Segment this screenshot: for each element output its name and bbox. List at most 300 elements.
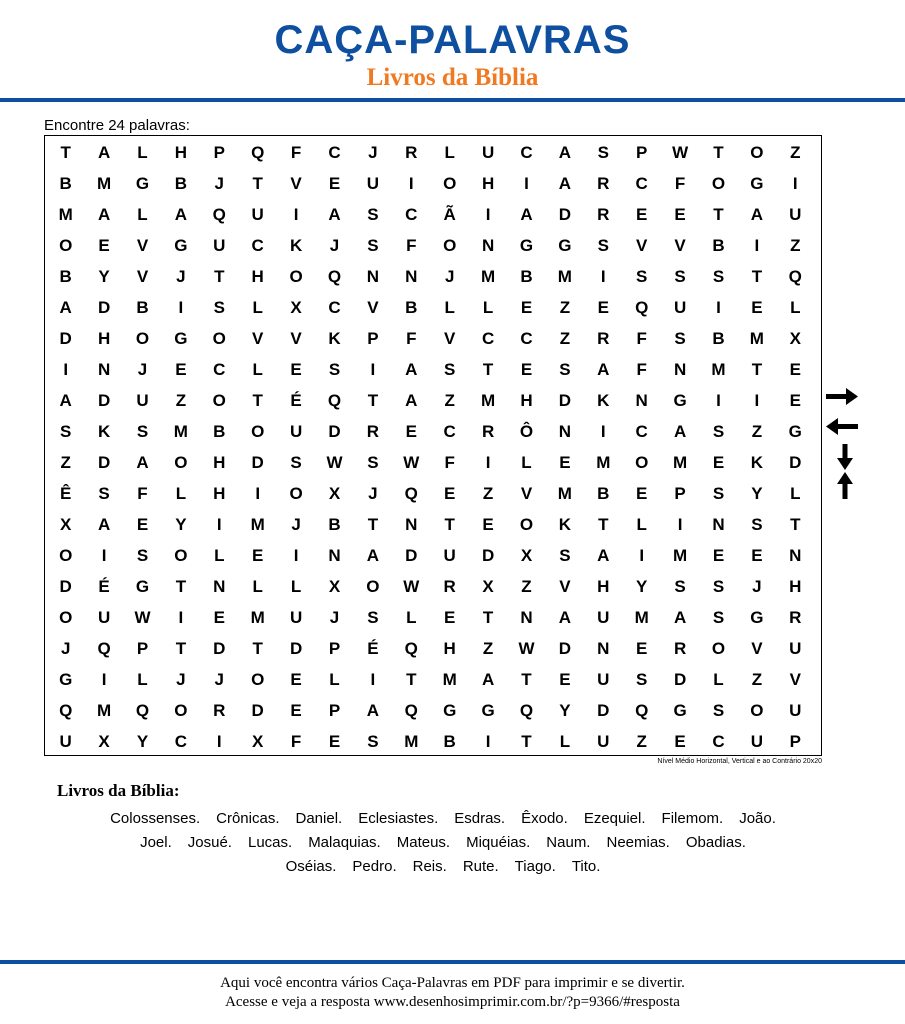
grid-letter: O <box>289 267 303 286</box>
grid-letter: Q <box>251 143 265 162</box>
grid-letter: U <box>136 391 149 410</box>
grid-letter: J <box>214 174 225 193</box>
grid-letter: Q <box>635 298 649 317</box>
grid-letter: I <box>101 670 107 689</box>
grid-letter: A <box>405 391 418 410</box>
grid-letter: T <box>482 360 494 379</box>
word-list-item: Eclesiastes. <box>358 810 439 827</box>
grid-letter: I <box>178 298 184 317</box>
grid-letter: Z <box>636 732 647 751</box>
grid-letter: A <box>136 453 149 472</box>
word-list-item: Êxodo. <box>521 810 568 827</box>
grid-letter: I <box>754 391 760 410</box>
grid-letter: M <box>673 546 688 565</box>
grid-letter: G <box>135 577 150 596</box>
grid-letter: U <box>673 298 687 317</box>
grid-letter: D <box>59 577 72 596</box>
grid-letter: S <box>367 236 379 255</box>
grid-letter: T <box>60 143 71 162</box>
grid-letter: M <box>481 391 496 410</box>
grid-letter: S <box>290 453 302 472</box>
grid-letter: S <box>712 701 725 720</box>
grid-letter: N <box>635 391 648 410</box>
grid-letter: E <box>789 391 801 410</box>
grid-letter: O <box>174 546 188 565</box>
grid-letter: S <box>597 236 609 255</box>
word-list-item: Reis. <box>412 858 447 875</box>
grid-letter: V <box>252 329 264 348</box>
grid-letter: Y <box>136 732 149 751</box>
grid-letter: E <box>520 298 533 317</box>
grid-letter: X <box>482 577 494 596</box>
grid-letter: J <box>291 515 301 534</box>
grid-letter: V <box>751 639 763 658</box>
grid-letter: I <box>101 546 107 565</box>
grid-letter: K <box>597 391 610 410</box>
grid-letter: L <box>444 298 455 317</box>
footer <box>0 974 905 1012</box>
grid-letter: E <box>636 484 648 503</box>
word-list-item: Rute. <box>462 858 499 875</box>
grid-letter: R <box>366 422 380 441</box>
grid-letter: S <box>674 329 686 348</box>
grid-letter: D <box>97 298 111 317</box>
word-list-item: Lucas. <box>247 834 293 851</box>
grid-letter: L <box>137 205 148 224</box>
grid-letter: S <box>367 453 379 472</box>
grid-letter: F <box>137 484 148 503</box>
grid-letter: O <box>59 608 73 627</box>
grid-letter: B <box>59 174 72 193</box>
grid-letter: A <box>673 422 687 441</box>
grid-letter: D <box>597 701 610 720</box>
grid-letter: Q <box>519 701 534 720</box>
grid-letter: C <box>174 732 188 751</box>
grid-letter: N <box>366 267 380 286</box>
grid-letter: U <box>213 236 226 255</box>
grid-letter: I <box>600 267 606 286</box>
grid-letter: E <box>290 670 302 689</box>
grid-letter: X <box>252 732 264 751</box>
grid-letter: G <box>558 236 572 255</box>
grid-letter: M <box>634 608 649 627</box>
grid-letter: I <box>600 422 606 441</box>
grid-letter: I <box>216 515 222 534</box>
grid-letter: O <box>519 515 534 534</box>
grid-letter: C <box>328 298 341 317</box>
grid-letter: P <box>136 639 149 658</box>
grid-letter: A <box>673 608 687 627</box>
word-list-item: Naum. <box>546 834 591 851</box>
grid-letter: B <box>136 298 149 317</box>
word-list-item: João. <box>739 810 776 827</box>
word-list-item: Crônicas. <box>216 810 280 827</box>
grid-letter: X <box>328 484 341 503</box>
grid-letter: E <box>328 732 341 751</box>
grid-letter: Z <box>175 391 187 410</box>
grid-letter: T <box>214 267 225 286</box>
grid-letter: J <box>214 670 225 689</box>
grid-letter: S <box>98 484 110 503</box>
grid-letter: N <box>673 360 687 379</box>
grid-letter: R <box>443 577 456 596</box>
grid-letter: D <box>558 639 572 658</box>
grid-letter: O <box>212 329 226 348</box>
grid-letter: D <box>789 453 802 472</box>
grid-letter: K <box>328 329 341 348</box>
grid-letter: I <box>408 174 414 193</box>
grid-letter: G <box>519 236 534 255</box>
grid-letter: A <box>520 205 533 224</box>
grid-letter: F <box>636 329 647 348</box>
grid-letter: M <box>557 267 572 286</box>
grid-letter: Z <box>559 298 571 317</box>
grid-letter: N <box>328 546 341 565</box>
arrow-down-icon <box>837 444 853 470</box>
grid-letter: Q <box>635 701 649 720</box>
grid-letter: V <box>367 298 379 317</box>
grid-letter: N <box>405 515 418 534</box>
grid-letter: V <box>636 236 648 255</box>
grid-letter: B <box>405 298 418 317</box>
grid-letter: T <box>790 515 801 534</box>
grid-letter: B <box>213 422 226 441</box>
grid-letter: B <box>328 515 341 534</box>
grid-letter: U <box>789 639 802 658</box>
grid-letter: F <box>406 236 417 255</box>
grid-letter: L <box>790 298 801 317</box>
grid-letter: J <box>329 608 340 627</box>
grid-letter: Y <box>751 484 763 503</box>
grid-letter: U <box>789 701 802 720</box>
grid-letter: I <box>716 391 721 410</box>
grid-letter: F <box>674 174 686 193</box>
grid-letter: S <box>712 422 725 441</box>
grid-letter: M <box>557 484 572 503</box>
grid-letter: V <box>520 484 533 503</box>
grid-letter: U <box>289 608 303 627</box>
grid-letter: U <box>251 205 264 224</box>
grid-letter: S <box>597 143 609 162</box>
grid-letter: Z <box>482 639 494 658</box>
word-list-item: Ezequiel. <box>583 810 646 827</box>
word-list-item: Oséias. <box>285 858 337 875</box>
grid-letter: Z <box>482 484 494 503</box>
grid-letter: P <box>789 732 801 751</box>
grid-letter: S <box>751 515 763 534</box>
grid-letter: G <box>750 608 764 627</box>
grid-letter: S <box>367 608 379 627</box>
grid-letter: E <box>328 174 341 193</box>
word-list-item: Mateus. <box>396 834 451 851</box>
grid-letter: F <box>636 360 647 379</box>
grid-letter: X <box>98 732 110 751</box>
grid-letter: U <box>597 608 610 627</box>
grid-letter: D <box>97 391 111 410</box>
grid-letter: D <box>59 329 72 348</box>
grid-letter: H <box>597 577 610 596</box>
grid-letter: L <box>214 546 225 565</box>
grid-letter: I <box>524 174 529 193</box>
grid-letter: I <box>485 205 491 224</box>
grid-letter: B <box>174 174 188 193</box>
grid-letter: N <box>712 515 725 534</box>
grid-letter: T <box>713 205 724 224</box>
grid-letter: G <box>59 670 73 689</box>
grid-letter: U <box>597 732 610 751</box>
grid-letter: A <box>481 670 495 689</box>
grid-letter: W <box>518 639 535 658</box>
grid-letter: J <box>368 143 378 162</box>
grid-letter: D <box>328 422 341 441</box>
arrow-right-icon <box>826 388 858 405</box>
page-subtitle: Livros da Bíblia <box>366 64 539 91</box>
grid-letter: U <box>481 143 495 162</box>
grid-letter: Ô <box>519 422 534 441</box>
grid-letter: U <box>597 670 610 689</box>
grid-letter: T <box>252 391 263 410</box>
word-list-item: Malaquias. <box>308 834 381 851</box>
grid-letter: O <box>635 453 649 472</box>
grid-letter: A <box>558 143 572 162</box>
grid-letter: E <box>636 205 648 224</box>
grid-letter: G <box>135 174 150 193</box>
grid-letter: T <box>751 267 763 286</box>
grid-letter: E <box>405 422 417 441</box>
word-list-item: Obadias. <box>685 834 746 851</box>
grid-letter: O <box>174 453 188 472</box>
grid-letter: S <box>328 360 341 379</box>
grid-letter: I <box>293 546 299 565</box>
grid-letter: Q <box>135 701 150 720</box>
grid-letter: Z <box>751 422 763 441</box>
grid-letter: I <box>370 360 376 379</box>
grid-letter: E <box>175 360 187 379</box>
grid-letter: Q <box>327 391 342 410</box>
grid-letter: B <box>712 236 725 255</box>
grid-letter: N <box>789 546 802 565</box>
grid-letter: M <box>711 360 726 379</box>
grid-letter: R <box>789 608 802 627</box>
grid-letter: L <box>175 484 187 503</box>
grid-letter: E <box>751 298 763 317</box>
grid-letter: C <box>213 360 226 379</box>
grid-letter: R <box>673 639 687 658</box>
grid-letter: J <box>60 639 71 658</box>
grid-letter: I <box>485 453 491 472</box>
grid-letter: Y <box>175 515 187 534</box>
grid-letter: L <box>636 515 647 534</box>
grid-letter: J <box>176 267 186 286</box>
grid-letter: P <box>328 701 341 720</box>
arrow-left-icon <box>826 418 858 435</box>
grid-letter: V <box>444 329 456 348</box>
grid-letter: U <box>366 174 380 193</box>
grid-letter: A <box>750 205 764 224</box>
grid-letter: V <box>674 236 686 255</box>
grid-letter: W <box>403 453 420 472</box>
grid-letter: X <box>520 546 533 565</box>
grid-letter: O <box>174 701 188 720</box>
grid-letter: S <box>136 546 149 565</box>
grid-letter: L <box>290 577 302 596</box>
grid-letter: T <box>252 639 263 658</box>
grid-letter: E <box>290 701 302 720</box>
grid-letter: S <box>712 267 725 286</box>
grid-letter: O <box>59 546 73 565</box>
word-list-item: Colossenses. <box>110 810 201 827</box>
grid-letter: S <box>674 267 686 286</box>
grid-letter: Q <box>404 639 418 658</box>
grid-letter: S <box>367 732 379 751</box>
grid-letter: X <box>60 515 72 534</box>
grid-letter: M <box>404 732 419 751</box>
grid-letter: P <box>213 143 225 162</box>
grid-letter: S <box>213 298 225 317</box>
grid-letter: O <box>251 422 265 441</box>
grid-letter: S <box>559 360 571 379</box>
grid-letter: L <box>137 670 148 689</box>
grid-letter: A <box>97 515 111 534</box>
grid-letter: I <box>639 546 645 565</box>
grid-letter: B <box>712 329 725 348</box>
grid-letter: D <box>558 205 572 224</box>
grid-letter: S <box>636 670 648 689</box>
grid-letter: H <box>481 174 495 193</box>
grid-letter: F <box>406 329 417 348</box>
grid-letter: B <box>443 732 456 751</box>
grid-letter: I <box>792 174 798 193</box>
arrow-up-icon <box>837 472 853 499</box>
word-list-title: Livros da Bíblia: <box>57 781 180 800</box>
grid-letter: S <box>636 267 648 286</box>
grid-letter: W <box>672 143 689 162</box>
grid-letter: C <box>635 174 648 193</box>
grid-letter: L <box>790 484 801 503</box>
grid-letter: E <box>482 515 494 534</box>
grid-letter: V <box>559 577 571 596</box>
grid-letter: T <box>521 732 532 751</box>
word-list-item: Tiago. <box>514 858 556 875</box>
grid-letter: D <box>97 453 111 472</box>
grid-letter: Ã <box>443 205 456 224</box>
grid-letter: G <box>750 174 764 193</box>
grid-letter: R <box>597 205 610 224</box>
grid-letter: Q <box>404 701 418 720</box>
grid-letter: Z <box>790 143 801 162</box>
grid-letter: N <box>405 267 418 286</box>
grid-letter: A <box>366 546 380 565</box>
grid-letter: A <box>59 391 72 410</box>
grid-letter: O <box>443 236 457 255</box>
grid-letter: V <box>136 236 149 255</box>
word-list <box>48 807 838 879</box>
grid-letter: Q <box>404 484 418 503</box>
grid-letter: M <box>250 608 265 627</box>
grid-letter: C <box>405 205 418 224</box>
grid-letter: S <box>712 577 725 596</box>
grid-letter: C <box>251 236 264 255</box>
grid-letter: A <box>597 360 610 379</box>
grid-letter: E <box>290 360 302 379</box>
grid-letter: Q <box>788 267 802 286</box>
grid-letter: Z <box>444 391 455 410</box>
word-list-item: Tito. <box>571 858 601 875</box>
grid-letter: E <box>712 453 725 472</box>
grid-letter: S <box>559 546 571 565</box>
grid-letter: E <box>252 546 264 565</box>
grid-letter: X <box>328 577 341 596</box>
grid-letter: B <box>597 484 610 503</box>
grid-letter: M <box>442 670 457 689</box>
grid-letter: G <box>673 701 687 720</box>
grid-letter: A <box>405 360 418 379</box>
grid-letter: Z <box>751 670 763 689</box>
grid-letter: W <box>134 608 151 627</box>
grid-letter: K <box>97 422 111 441</box>
grid-letter: Y <box>98 267 110 286</box>
grid-letter: P <box>636 143 648 162</box>
grid-letter: K <box>750 453 764 472</box>
grid-letter: M <box>749 329 764 348</box>
word-list-item: Neemias. <box>606 834 670 851</box>
grid-letter: T <box>482 608 494 627</box>
grid-letter: N <box>97 360 111 379</box>
grid-letter: É <box>98 577 110 596</box>
grid-letter: C <box>520 143 533 162</box>
grid-letter: D <box>289 639 303 658</box>
grid-letter: U <box>750 732 764 751</box>
grid-letter: E <box>136 515 149 534</box>
grid-letter: Q <box>212 205 226 224</box>
grid-letter: D <box>251 453 264 472</box>
grid-letter: N <box>597 639 610 658</box>
grid-letter: E <box>213 608 225 627</box>
word-list-item: Esdras. <box>454 810 506 827</box>
grid-letter: Y <box>636 577 648 596</box>
grid-letter: I <box>63 360 69 379</box>
word-list-item: Josué. <box>187 834 232 851</box>
grid-letter: J <box>329 236 340 255</box>
grid-letter: R <box>481 422 495 441</box>
grid-letter: B <box>59 267 72 286</box>
grid-letter: T <box>175 577 187 596</box>
grid-letter: G <box>443 701 457 720</box>
grid-letter: U <box>789 205 802 224</box>
grid-letter: J <box>368 484 378 503</box>
grid-letter: O <box>750 143 764 162</box>
grid-letter: S <box>712 608 725 627</box>
grid-letter: M <box>673 453 688 472</box>
grid-letter: Q <box>327 267 342 286</box>
grid-letter: N <box>558 422 572 441</box>
grid-letter: C <box>328 143 341 162</box>
grid-letter: A <box>59 298 72 317</box>
grid-letter: W <box>403 577 420 596</box>
word-list-item: Miquéias. <box>466 834 531 851</box>
direction-legend <box>824 386 864 501</box>
instructions-text: Encontre 24 palavras: <box>44 117 190 134</box>
grid-letter: V <box>789 670 801 689</box>
grid-letter: E <box>789 360 801 379</box>
grid-letter: L <box>559 732 571 751</box>
grid-letter: I <box>216 732 222 751</box>
bottom-divider <box>0 960 905 964</box>
grid-letter: M <box>596 453 611 472</box>
grid-letter: A <box>366 701 380 720</box>
grid-letter: Q <box>59 701 73 720</box>
grid-letter: X <box>290 298 302 317</box>
